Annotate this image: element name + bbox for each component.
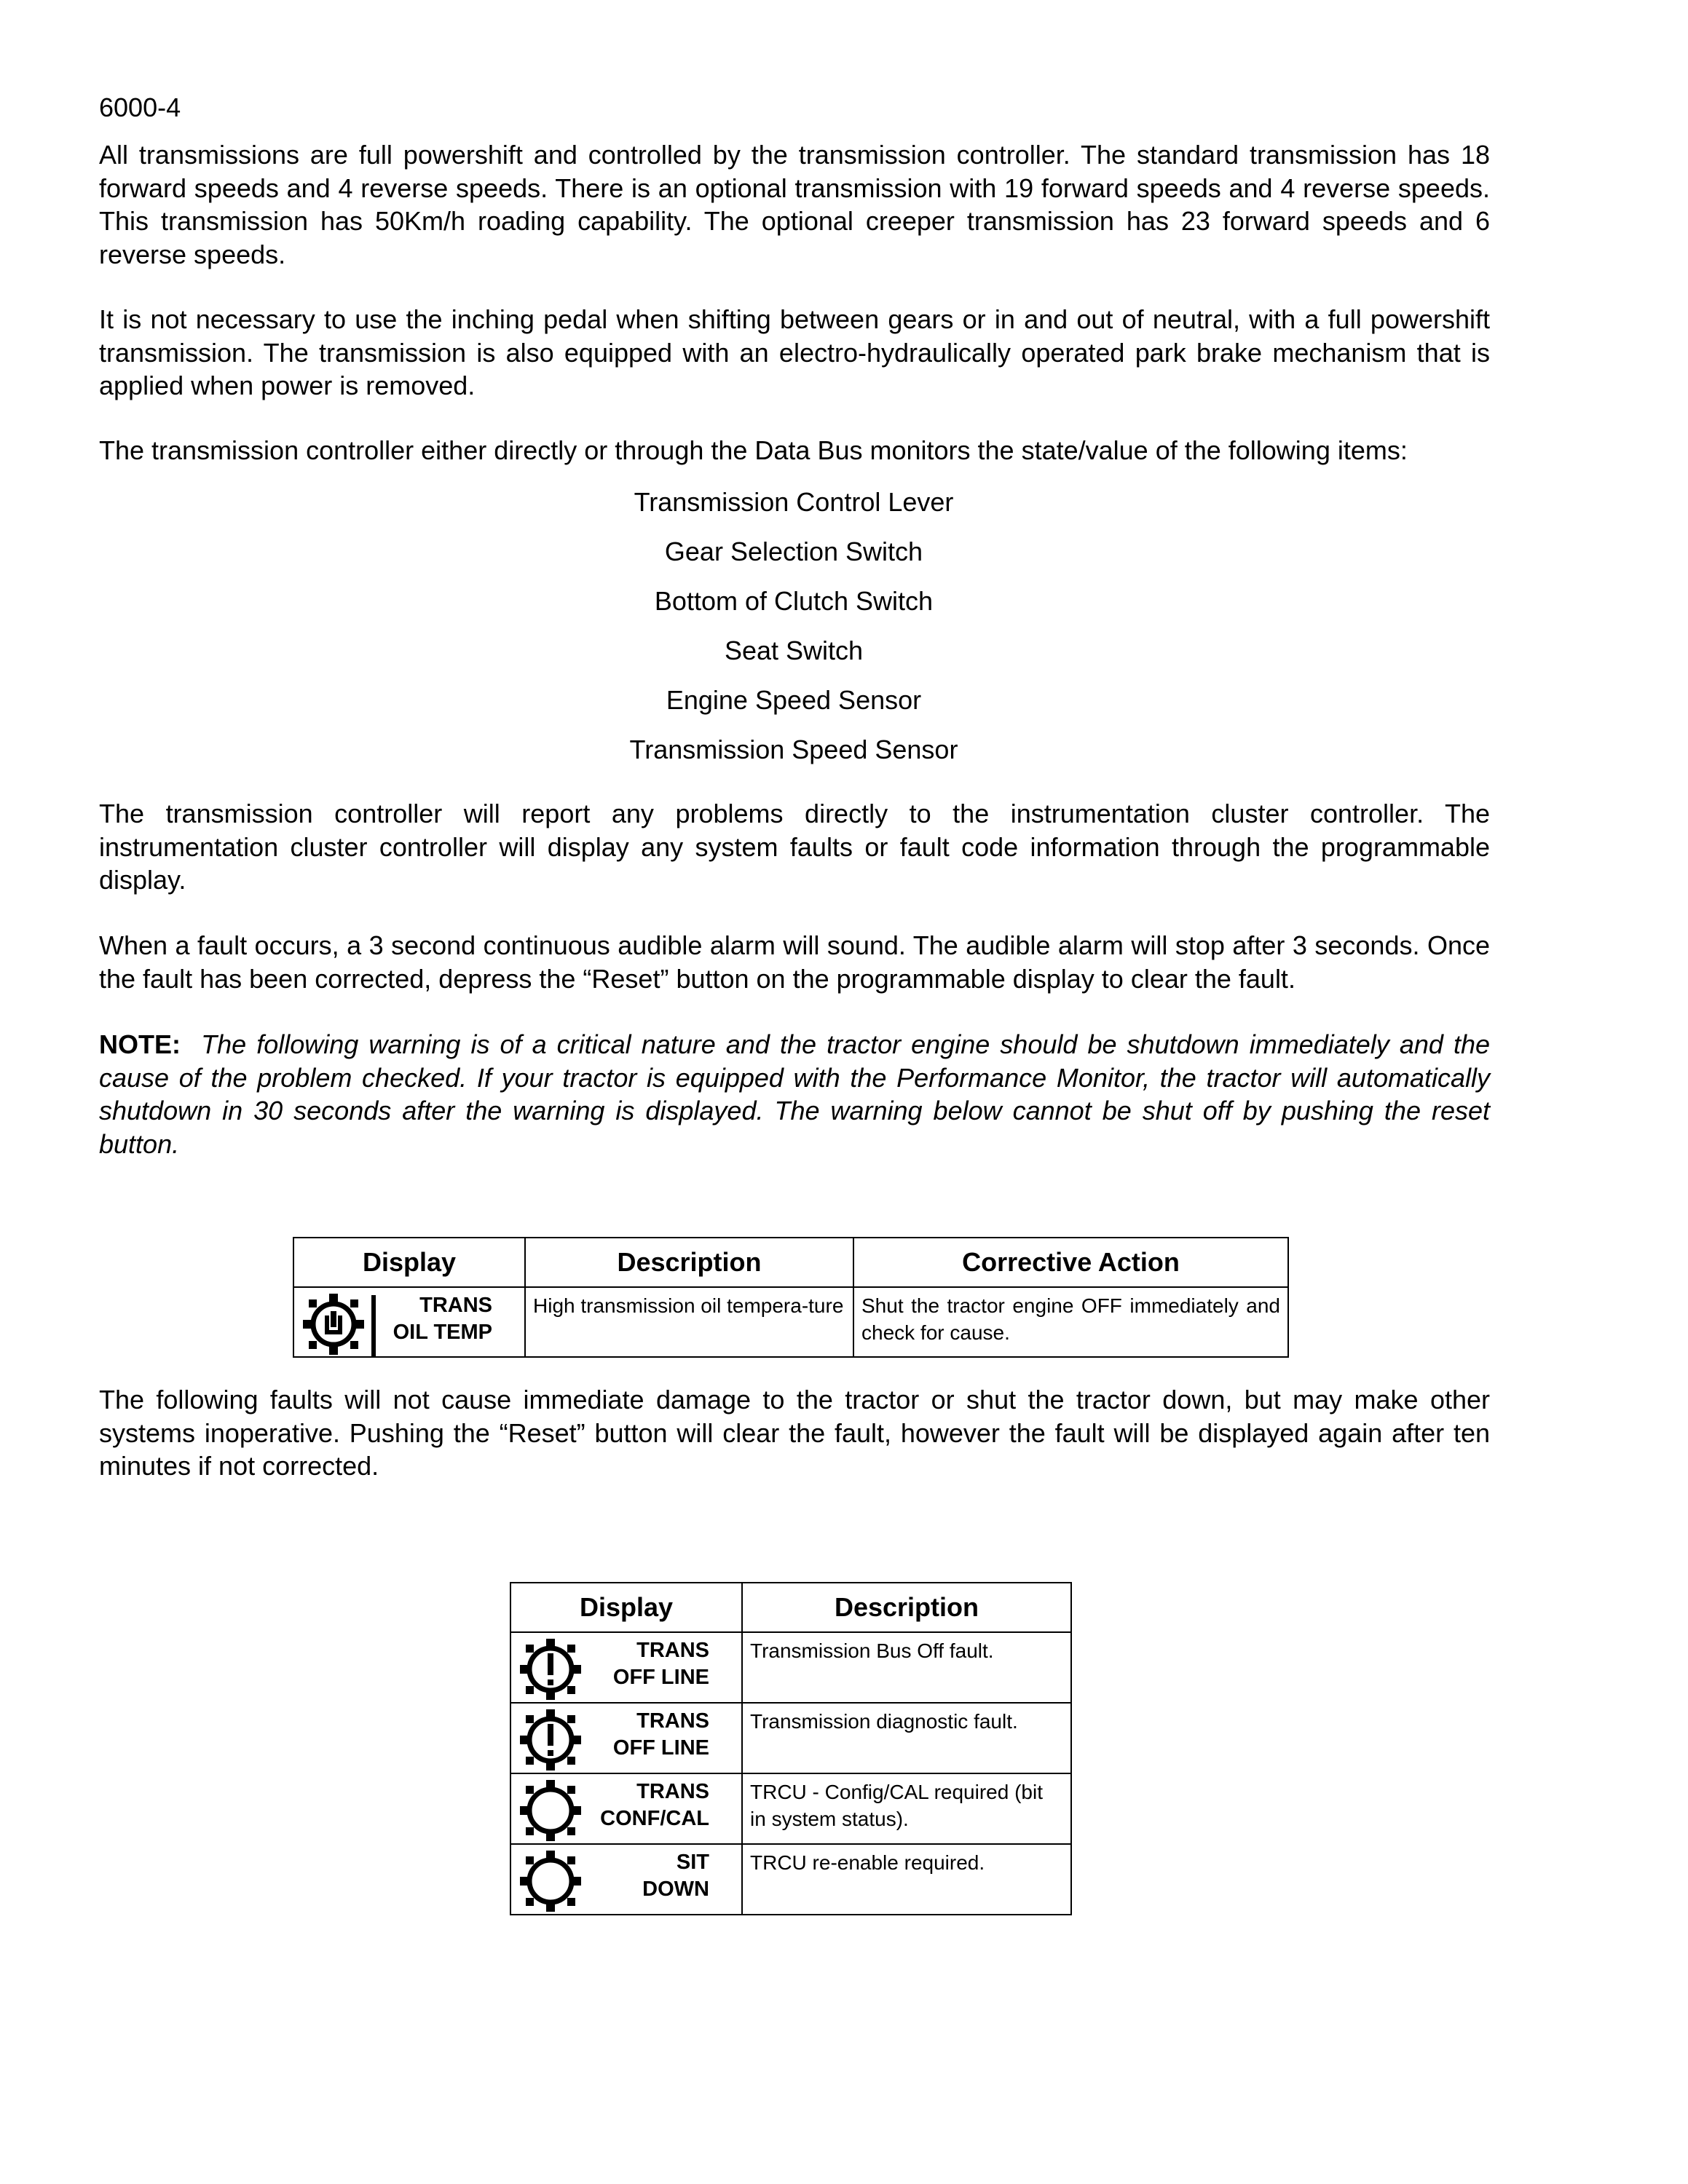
intro-paragraph: All transmissions are full powershift and controlled by the transmission controller. The standard transmission has 18 forward speeds and 4 reverse speeds. There is an optional transmission with 19 forward speeds and 4 reverse speeds. This transmission has 50Km/h roading capability. The optional creeper transmission has 23 forward speeds and 6 reverse speeds. xyxy=(99,140,1490,269)
list-item: Transmission Control Lever xyxy=(634,487,954,517)
transmission-gear-icon xyxy=(516,1777,588,1844)
display-line-2: CONF/CAL xyxy=(600,1807,709,1830)
display-line-2: OFF LINE xyxy=(612,1666,709,1689)
display-line-1: TRANS xyxy=(419,1294,492,1317)
table-row xyxy=(510,1773,1071,1844)
list-item: Gear Selection Switch xyxy=(664,537,923,566)
note-text: The following warning is of a critical nature and the tractor engine should be shutdown immediately and the cause of the problem checked. If your tractor is equipped with the Performance Monitor, the tractor will automatically shutdown in 30 seconds after the warning is displayed. The warning below cannot be shut off by pushing the reset button. xyxy=(99,1029,1490,1159)
column-header: Display xyxy=(510,1583,742,1632)
display-label xyxy=(613,1637,709,1691)
display-label xyxy=(600,1779,709,1832)
description-text: TRCU - Config/CAL required (bit in system status). xyxy=(750,1781,1043,1830)
description-cell xyxy=(742,1632,1071,1703)
display-line-2: OIL TEMP xyxy=(393,1321,492,1344)
transmission-warning-icon xyxy=(516,1706,588,1773)
table-row xyxy=(510,1632,1071,1703)
display-label xyxy=(393,1292,492,1346)
page-number: 6000-4 xyxy=(99,92,181,122)
display-cell xyxy=(510,1773,742,1844)
display-line-2: DOWN xyxy=(642,1878,709,1901)
action-text: Shut the tractor engine OFF immediately and check for cause. xyxy=(861,1294,1280,1344)
non-critical-paragraph: The following faults will not cause immediate damage to the tractor or shut the tractor down, but may make other systems inoperative. Pushing the “Reset” button will clear the fault, however the fault will be displayed again after ten minutes if not corrected. xyxy=(99,1385,1490,1481)
table-row xyxy=(293,1287,1288,1357)
display-line-1: TRANS xyxy=(636,1780,709,1803)
display-line-1: TRANS xyxy=(636,1639,709,1662)
column-header: Description xyxy=(742,1583,1071,1632)
table-row xyxy=(510,1844,1071,1915)
list-item: Transmission Speed Sensor xyxy=(629,735,958,764)
fault-table xyxy=(510,1582,1072,1915)
display-line-1: SIT xyxy=(676,1851,709,1874)
column-header: Corrective Action xyxy=(853,1238,1288,1287)
transmission-warning-icon xyxy=(516,1636,588,1703)
description-cell xyxy=(742,1773,1071,1844)
list-item: Seat Switch xyxy=(724,636,864,665)
description-cell xyxy=(742,1844,1071,1915)
column-header: Description xyxy=(525,1238,853,1287)
description-text: High transmission oil tempera-ture xyxy=(533,1294,844,1317)
transmission-gear-icon xyxy=(516,1848,588,1915)
report-paragraph: The transmission controller will report any problems directly to the instrumentation cluster controller. The instrumentation cluster controller will display any system faults or fault code information through the programmable display. xyxy=(99,799,1490,895)
description-text: TRCU re-enable required. xyxy=(750,1851,985,1874)
note-paragraph xyxy=(99,1028,1490,1160)
column-header: Display xyxy=(293,1238,525,1287)
monitor-paragraph: The transmission controller either directly or through the Data Bus monitors the state/value of the following items: xyxy=(99,435,1408,465)
alarm-paragraph: When a fault occurs, a 3 second continuous audible alarm will sound. The audible alarm will stop after 3 seconds. Once the fault has been corrected, depress the “Reset” button on the programmable display to clear the fault. xyxy=(99,930,1490,994)
display-label xyxy=(613,1708,709,1762)
display-cell xyxy=(510,1844,742,1915)
description-cell xyxy=(742,1703,1071,1773)
inching-paragraph: It is not necessary to use the inching pedal when shifting between gears or in and out of neutral, with a full powershift transmission. The transmission is also equipped with an electro-hydraulically operated park brake mechanism that is applied when power is removed. xyxy=(99,304,1490,400)
table-row xyxy=(510,1703,1071,1773)
critical-fault-table xyxy=(293,1237,1289,1358)
display-line-2: OFF LINE xyxy=(612,1736,709,1760)
display-cell xyxy=(510,1703,742,1773)
description-text: Transmission Bus Off fault. xyxy=(750,1639,994,1662)
monitored-items-list xyxy=(0,486,1588,783)
display-label xyxy=(642,1849,709,1903)
display-line-1: TRANS xyxy=(636,1709,709,1733)
table-header-row xyxy=(293,1238,1288,1287)
list-item: Bottom of Clutch Switch xyxy=(654,586,934,616)
description-text: Transmission diagnostic fault. xyxy=(750,1710,1018,1733)
action-cell xyxy=(853,1287,1288,1357)
note-label: NOTE: xyxy=(99,1029,181,1059)
table-header-row xyxy=(510,1583,1071,1632)
list-item: Engine Speed Sensor xyxy=(666,685,922,715)
display-cell xyxy=(510,1632,742,1703)
transmission-oil-temp-icon xyxy=(299,1291,380,1358)
display-cell xyxy=(293,1287,525,1357)
description-cell xyxy=(525,1287,853,1357)
